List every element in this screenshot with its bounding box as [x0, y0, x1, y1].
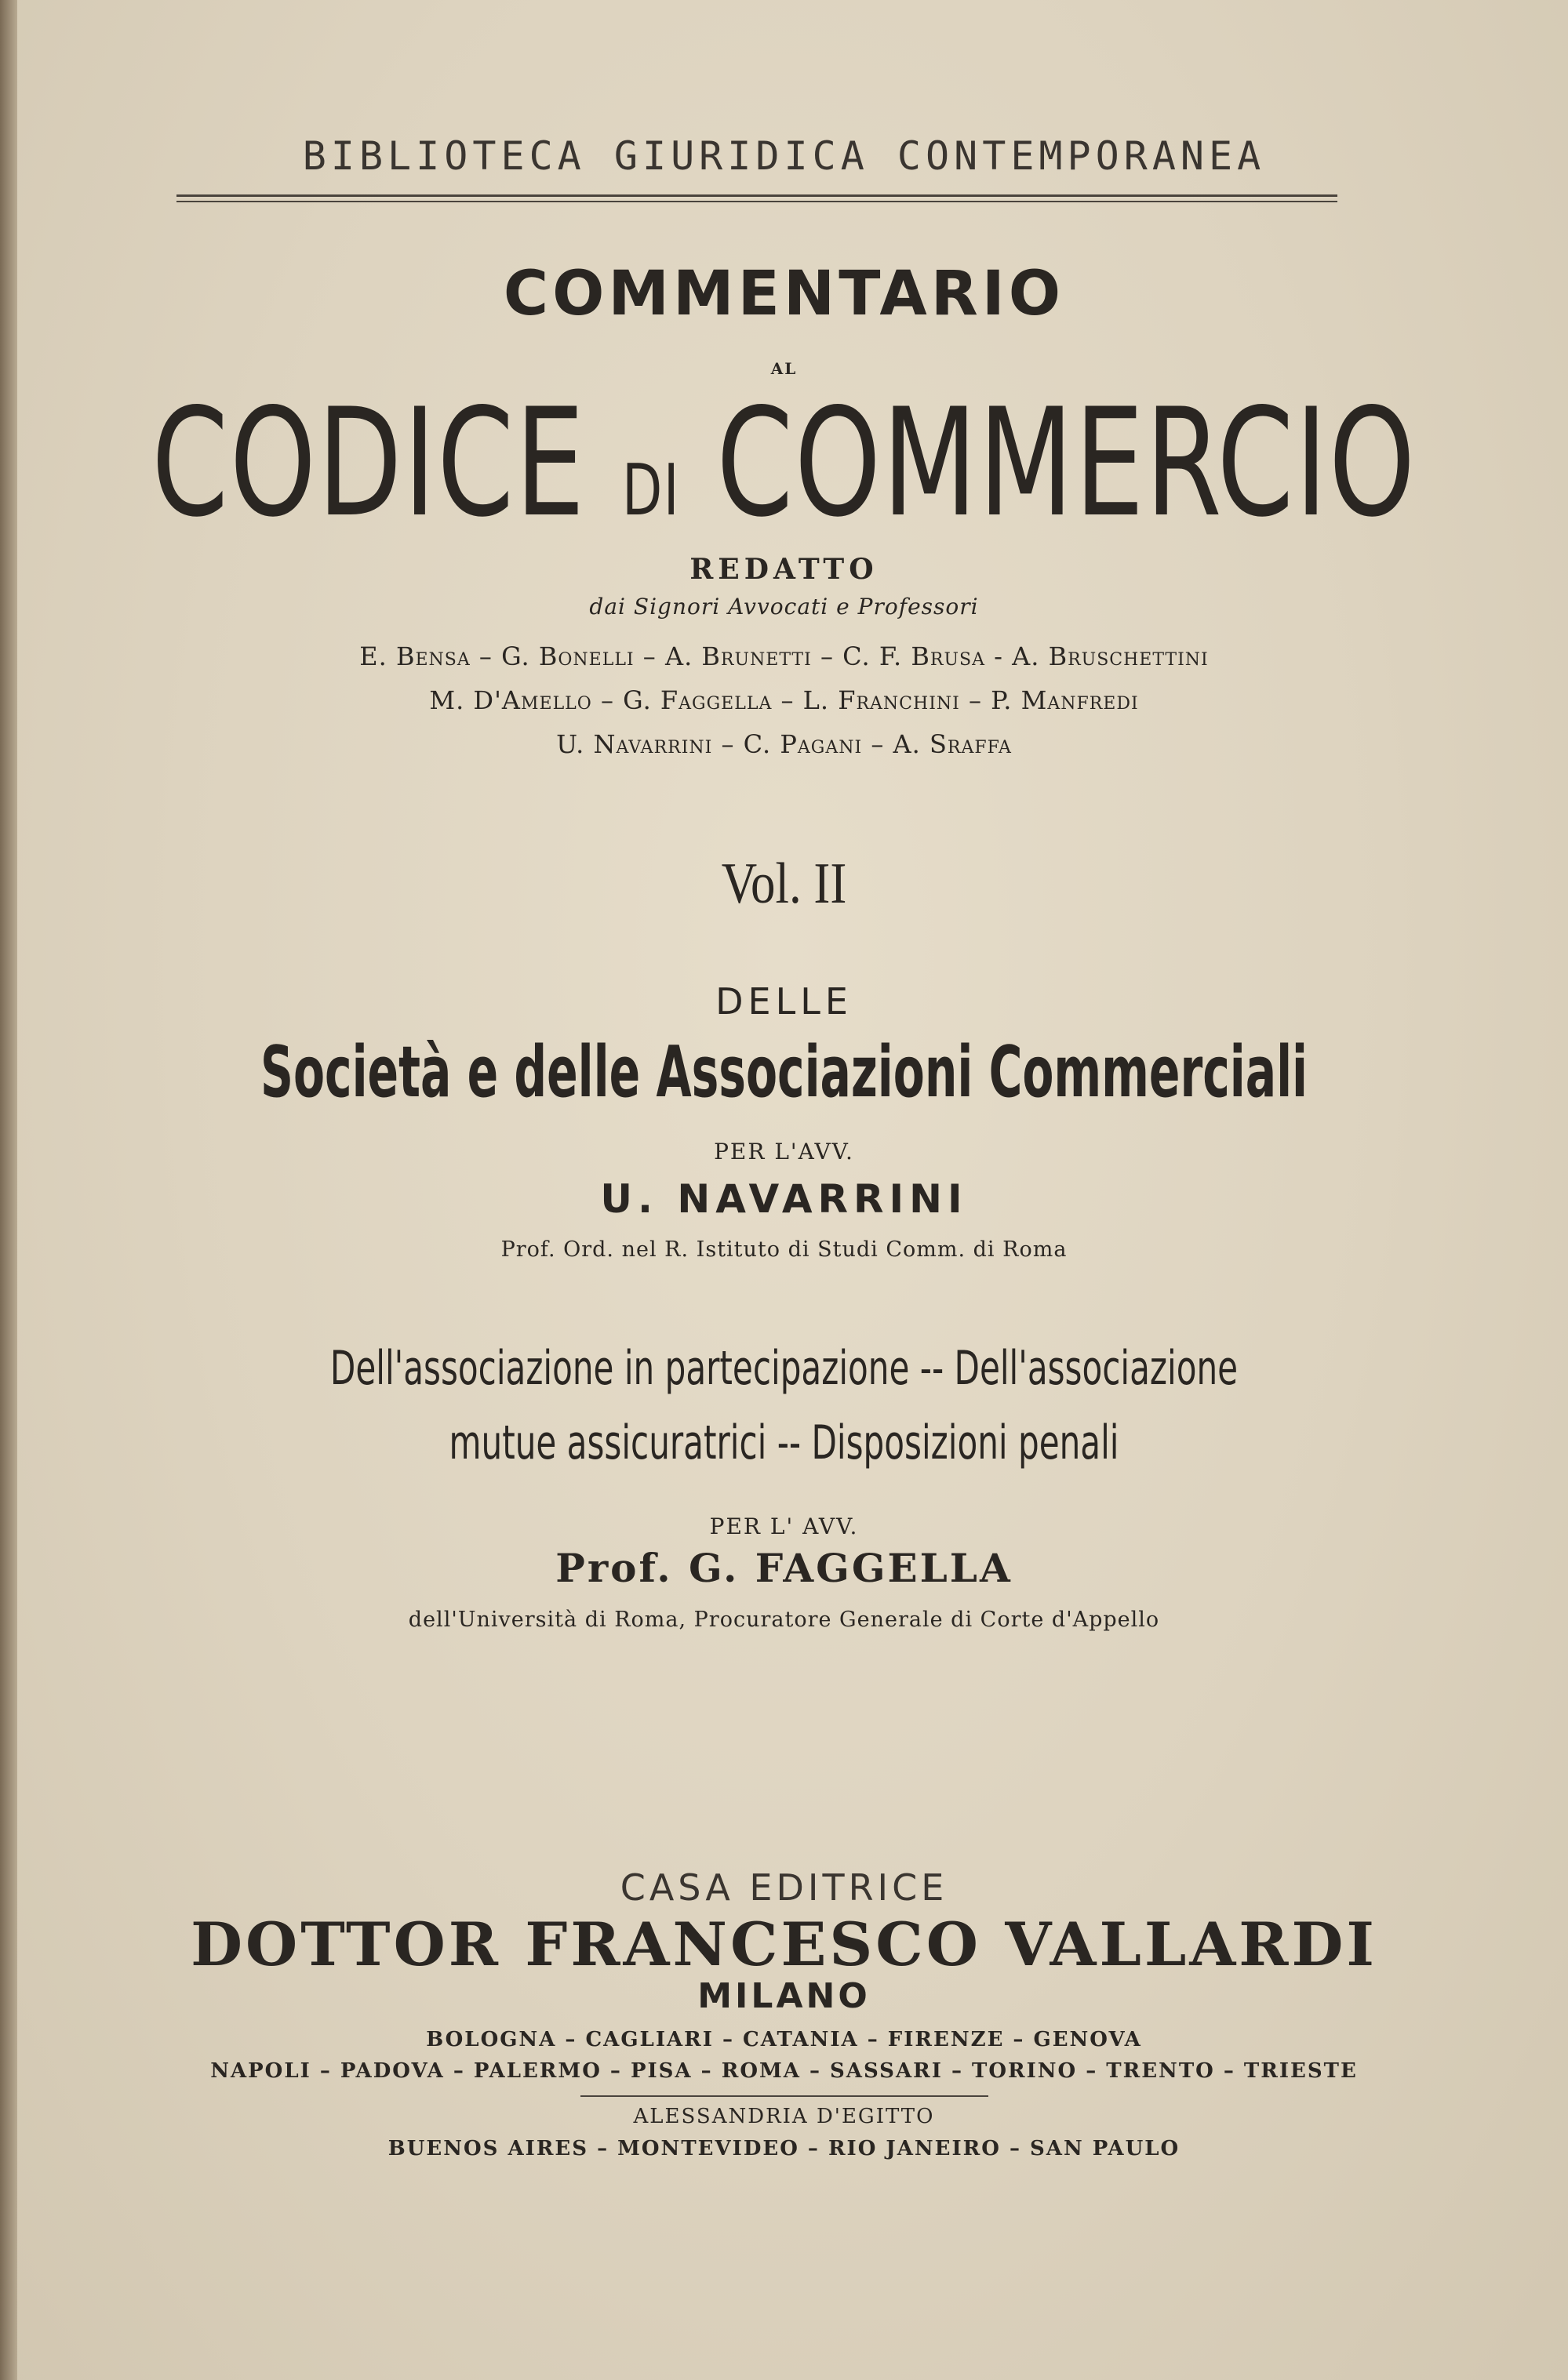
branch-cities-line-2: NAPOLI – PADOVA – PALERMO – PISA – ROMA – SASSARI – TORINO – TRENTO – TRIESTE — [210, 2059, 1358, 2083]
part1-affiliation: Prof. Ord. nel R. Istituto di Studi Comm. di Roma — [500, 1237, 1068, 1262]
main-title-di: DI — [622, 449, 681, 532]
header-rule-top — [176, 194, 1337, 197]
part2-author: Prof. G. FAGGELLA — [555, 1545, 1013, 1591]
al-word: AL — [770, 359, 798, 378]
part1-title: Società e delle Associazioni Commerciali — [260, 1031, 1308, 1114]
part2-per-label: PER L' AVV. — [709, 1513, 859, 1539]
authors-line-1: E. Bensa – G. Bonelli – A. Brunetti – C. F. Brusa - A. Bruschettini — [359, 641, 1209, 671]
volume-number: Vol. II — [721, 852, 847, 916]
branch-alessandria: ALESSANDRIA D'EGITTO — [633, 2105, 935, 2128]
part2-affiliation: dell'Università di Roma, Procuratore Generale di Corte d'Appello — [408, 1608, 1160, 1632]
header-rule-bottom — [176, 201, 1337, 202]
publisher-casa-editrice: CASA EDITRICE — [620, 1866, 948, 1909]
main-title-commercio: COMMERCIO — [716, 376, 1417, 550]
commentario-heading: COMMENTARIO — [503, 259, 1065, 329]
part1-author: U. NAVARRINI — [600, 1176, 968, 1222]
publisher-divider — [580, 2095, 988, 2097]
main-title-codice: CODICE — [151, 376, 586, 550]
delle-label: DELLE — [715, 980, 853, 1023]
branch-cities-line-3: BUENOS AIRES – MONTEVIDEO – RIO JANEIRO – SAN PAULO — [387, 2137, 1181, 2160]
branch-cities-line-1: BOLOGNA – CAGLIARI – CATANIA – FIRENZE – GENOVA — [426, 2028, 1142, 2051]
authors-line-3: U. Navarrini – C. Pagani – A. Sraffa — [556, 729, 1012, 759]
redatto-label: REDATTO — [689, 553, 879, 586]
signori-subtitle: dai Signori Avvocati e Professori — [589, 594, 979, 620]
publisher-city: MILANO — [697, 1976, 871, 2016]
part1-per-label: PER L'AVV. — [714, 1139, 854, 1165]
authors-line-2: M. D'Amello – G. Faggella – L. Franchini – P. Manfredi — [429, 685, 1139, 715]
series-title: BIBLIOTECA GIURIDICA CONTEMPORANEA — [302, 133, 1266, 179]
main-title — [141, 376, 1427, 550]
part2-title-line-2: mutue assicuratrici -- Disposizioni penali — [449, 1415, 1119, 1470]
publisher-name: DOTTOR FRANCESCO VALLARDI — [191, 1909, 1377, 1979]
part2-title-line-1: Dell'associazione in partecipazione -- Dell'associazione — [329, 1341, 1239, 1396]
